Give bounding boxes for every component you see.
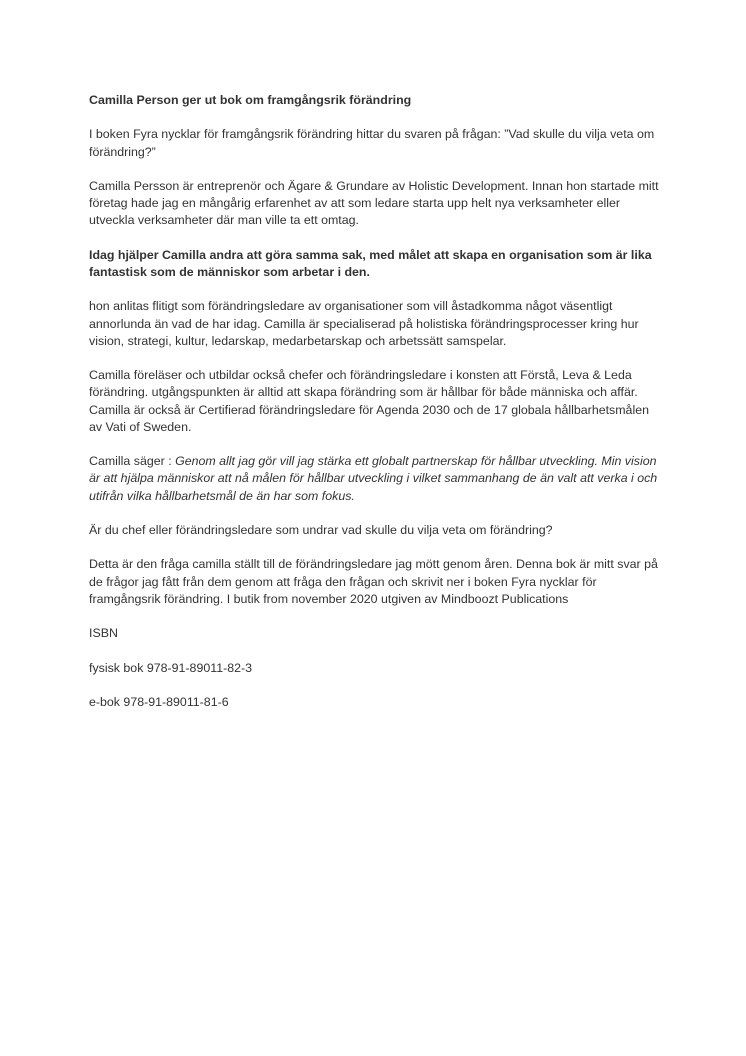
document-page [89, 92, 659, 728]
book-answer-paragraph: Detta är den fråga camilla ställt till de förändringsledare jag mött genom åren. Denna bok är mitt svar på de frågor jag fått från dem genom att fråga den frågan och skrivit ner i boken Fyra nycklar för framgångsrik förändring. I butik from november 2020 utgiven av Mindboozt Publications [89, 557, 658, 606]
document-title: Camilla Person ger ut bok om framgångsrik förändring [89, 93, 412, 107]
question-paragraph: Är du chef eller förändringsledare som undrar vad skulle du vilja veta om förändring? [89, 522, 553, 537]
quote-paragraph [89, 453, 659, 505]
lectures-paragraph: Camilla föreläser och utbildar också chefer och förändringsledare i konsten att Förstå, Leva & Leda förändring. utgångspunkten är alltid att skapa förändring som är hållbar för både människa och affär. Camilla är också är Certifierad förändringsledare för Agenda 2030 och de 17 globala hållbarhetsmålen av Vati of Sweden. [89, 368, 649, 434]
isbn-heading: ISBN [89, 626, 118, 641]
role-paragraph: hon anlitas flitigt som förändringsledare av organisationer som vill åstadkomma något väsentligt annorlunda än vad de har idag. Camilla är specialiserad på holistiska förändringsprocesser kring hur vision, strategi, kultur, ledarskap, medarbetarskap och arbetssätt samspelar. [89, 299, 639, 348]
background-paragraph: Camilla Persson är entreprenör och Ägare & Grundare av Holistic Development. Innan hon startade mitt företag hade jag en mångårig erfarenhet av att som ledare starta upp helt nya verksamheter eller utveckla verksamheter där man ville ta ett omtag. [89, 178, 659, 228]
quote-lead: Camilla säger : [89, 454, 176, 469]
intro-paragraph: I boken Fyra nycklar för framgångsrik förändring hittar du svaren på frågan: ”Vad skulle du vilja veta om förändring?” [89, 127, 655, 159]
mission-paragraph: Idag hjälper Camilla andra att göra samma sak, med målet att skapa en organisation som är lika fantastisk som de människor som arbetar i den. [89, 247, 652, 279]
isbn-print: fysisk bok 978-91-89011-82-3 [89, 660, 253, 675]
isbn-ebook: e-bok 978-91-89011-81-6 [89, 694, 229, 709]
quote-text: Genom allt jag gör vill jag stärka ett globalt partnerskap för hållbar utveckling. Min vision är att hjälpa människor att nå målen för hållbar utveckling i vilket sammanhang de än valt att verka i och utifrån vilka hållbarhetsmål de än har som fokus. [89, 454, 658, 503]
